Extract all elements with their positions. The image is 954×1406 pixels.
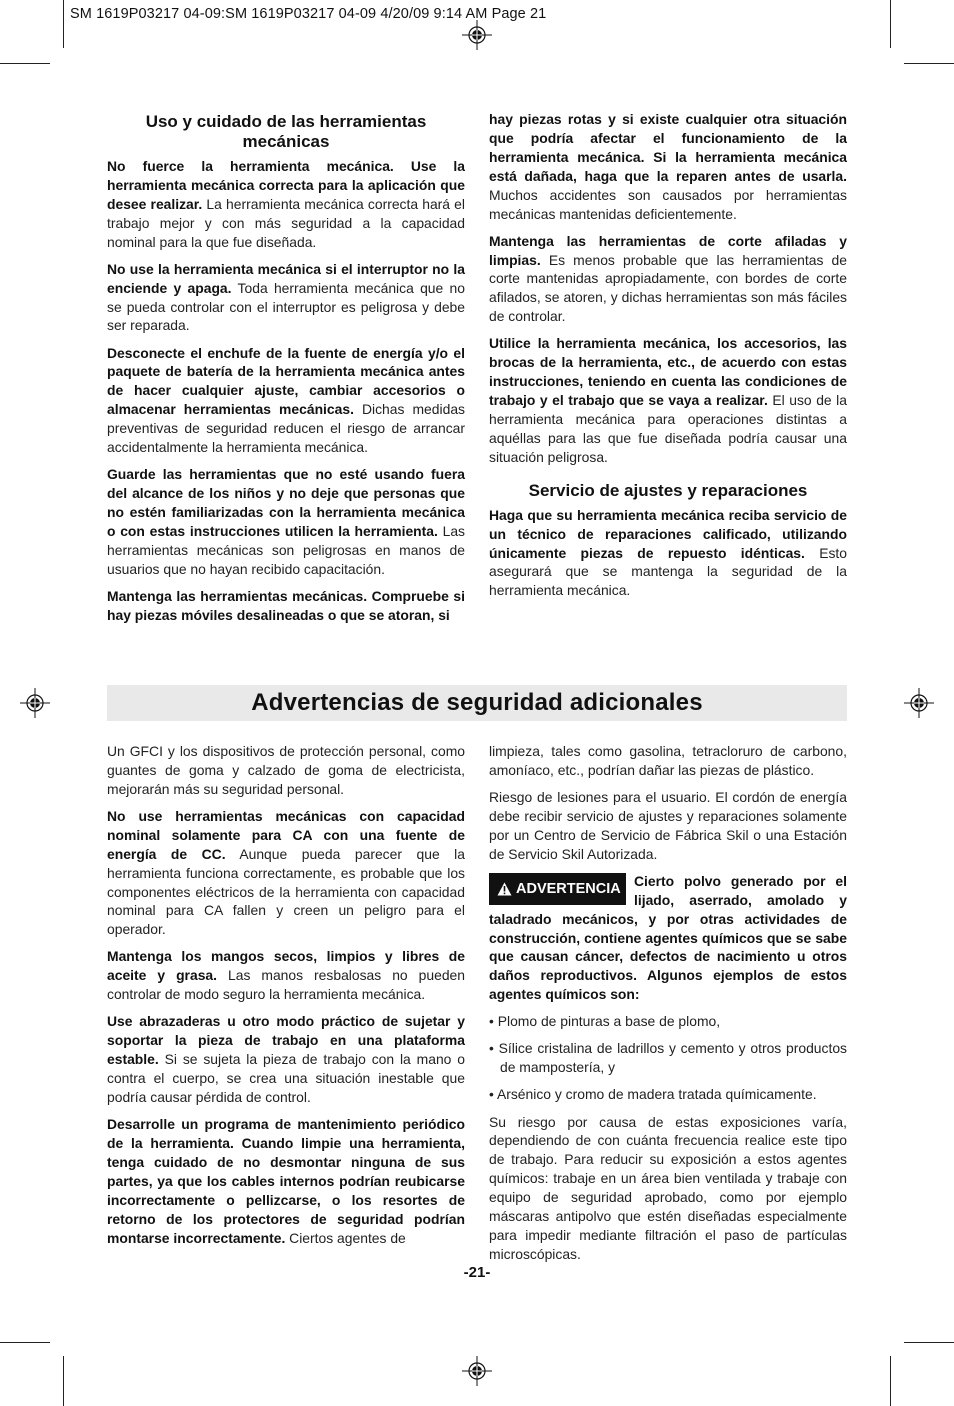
crop-mark [904,63,954,64]
paragraph: Mantenga las herramientas de corte afiladas y limpias. Es menos probable que las herramientas de corte mantenidas apropiadamente, con bordes de corte afilados, se atoren, y dichas herramientas son más fáciles de controlar. [489,232,847,325]
paragraph: Desarrolle un programa de mantenimiento periódico de la herramienta. Cuando limpie una herramienta, tenga cuidado de no desmontar ninguna de sus partes, ya que los cables internos podrían reubicarse incorrectamente o pellizcarse, o los resortes de retorno de los protectores de seguridad podrían montarse incorrectamente. Ciertos agentes de [107,1116,465,1246]
registration-mark-icon [904,688,934,718]
paragraph: No fuerce la herramienta mecánica. Use la herramienta mecánica correcta para la aplicación que desee realizar. La herramienta mecánica correcta hará el trabajo mejor y con más seguridad a la capacidad nominal para la que fue diseñada. [107,158,465,250]
crop-mark [904,1342,954,1343]
section-heading-uso-cuidado: Uso y cuidado de las herramientas mecánicas [145,112,427,151]
paragraph: No use la herramienta mecánica si el interruptor no la enciende y apaga. Toda herramienta mecánica que no se pueda controlar con el interruptor es peligrosa y debe ser reparada. [107,260,465,334]
registration-mark-icon [462,1356,492,1386]
paragraph: Riesgo de lesiones para el usuario. El cordón de energía debe recibir servicio de ajustes y reparaciones solamente por un Centro de Servicio de Fábrica Skil o una Estación de Servicio Skil Autorizada. [489,789,847,862]
registration-mark-icon [462,20,492,50]
crop-mark [0,63,50,64]
paragraph: No use herramientas mecánicas con capacidad nominal solamente para CA con una fuente de energía de CC. Aunque pueda parecer que la herramienta funciona correctamente, es probable que los componentes eléctricos de la herramienta con capacidad nominal para CA fallen y creen un peligro para el operador. [107,807,465,938]
paragraph: limpieza, tales como gasolina, tetracloruro de carbono, amoníaco, etc., podrían dañar las piezas de plástico. [489,743,847,778]
paragraph: Haga que su herramienta mecánica reciba servicio de un técnico de reparaciones calificado, utilizando únicamente piezas de repuesto idénticas. Esto asegurará que se mantenga la seguridad de la herramienta mecánica. [489,506,848,599]
section-heading-servicio: Servicio de ajustes y reparaciones [528,480,808,500]
crop-mark [890,0,891,48]
bullet-item: • Arsénico y cromo de madera tratada químicamente. [489,1086,817,1103]
crop-mark [0,1342,50,1343]
section-title: Advertencias de seguridad adicionales [251,689,703,716]
warning-badge: ADVERTENCIA [489,873,626,905]
registration-mark-icon [20,688,50,718]
bottom-right-column [489,742,847,1272]
crop-mark [63,0,64,48]
paragraph: Utilice la herramienta mecánica, los accesorios, las brocas de la herramienta, etc., de acuerdo con estas instrucciones, teniendo en cuenta las condiciones de trabajo y el trabajo que se vaya a realizar. El uso de la herramienta mecánica para operaciones distintas a aquéllas para las que fue diseñada podría causar una situación peligrosa. [489,335,847,465]
paragraph: Guarde las herramientas que no esté usando fuera del alcance de los niños y no deje que personas que no estén familiarizadas con la herramienta mecánica o con estas instrucciones utilicen la herramienta. Las herramientas mecánicas son peligrosas en manos de usuarios que no hayan recibido capacitación. [107,466,465,577]
warning-paragraph: ADVERTENCIA Cierto polvo generado por el lijado, aserrado, amolado y taladrado mecánicos, y por otras actividades de construcción, contiene agentes químicos que se sabe que causan cáncer, defectos de nacimiento u otros daños reproductivos. Algunos ejemplos de estos agentes químicos son: [489,872,847,1003]
paragraph: Use abrazaderas u otro modo práctico de sujetar y soportar la pieza de trabajo en una plataforma estable. Si se sujeta la pieza de trabajo con la mano o contra el cuerpo, se crea una situación inestable que podría causar pérdida de control. [107,1013,465,1105]
paragraph: Desconecte el enchufe de la fuente de energía y/o el paquete de batería de la herramienta mecánica antes de hacer cualquier ajuste, cambiar accesorios o almacenar herramientas mecánicas. Dichas medidas preventivas de seguridad reducen el riesgo de arrancar accidentalmente la herramienta mecánica. [107,344,465,456]
top-left-column [107,112,465,633]
paragraph: hay piezas rotas y si existe cualquier otra situación que podría afectar el funcionamiento de la herramienta mecánica. Si la herramienta mecánica está dañada, haga que la reparen antes de usarla. Muchos accidentes son causados por herramientas mecánicas mantenidas deficientemente. [489,111,847,222]
paragraph: Mantenga las herramientas mecánicas. Compruebe si hay piezas móviles desalineadas o que se atoran, si [107,587,465,623]
paragraph: Mantenga los mangos secos, limpios y libres de aceite y grasa. Las manos resbalosas no pueden controlar de modo seguro la herramienta mecánica. [107,948,465,1003]
bullet-item: • Plomo de pinturas a base de plomo, [489,1013,721,1030]
page-number: -21- [463,1264,491,1281]
crop-mark [890,1356,891,1406]
paragraph: Un GFCI y los dispositivos de protección personal, como guantes de goma y calzado de goma de electricista, mejorarán más su seguridad personal. [107,743,465,797]
warning-triangle-icon [497,882,512,896]
section-title-bar [107,685,847,721]
paragraph: Su riesgo por causa de estas exposiciones varía, dependiendo de con cuánta frecuencia realice este tipo de trabajo. Para reducir su exposición a estos agentes químicos: trabaje en un área bien ventilada y trabaje con equipo de seguridad aprobado, como por ejemplo máscaras antipolvo que estén diseñadas especialmente para impedir mediante filtración el paso de partículas microscópicas. [489,1113,847,1262]
top-right-column [489,110,847,608]
bullet-item: • Sílice cristalina de ladrillos y cemento y otros productos de mampostería, y [489,1040,847,1076]
bottom-left-column [107,742,465,1256]
crop-mark [63,1356,64,1406]
print-slug-line: SM 1619P03217 04-09:SM 1619P03217 04-09 4/20/09 9:14 AM Page 21 [70,6,547,22]
